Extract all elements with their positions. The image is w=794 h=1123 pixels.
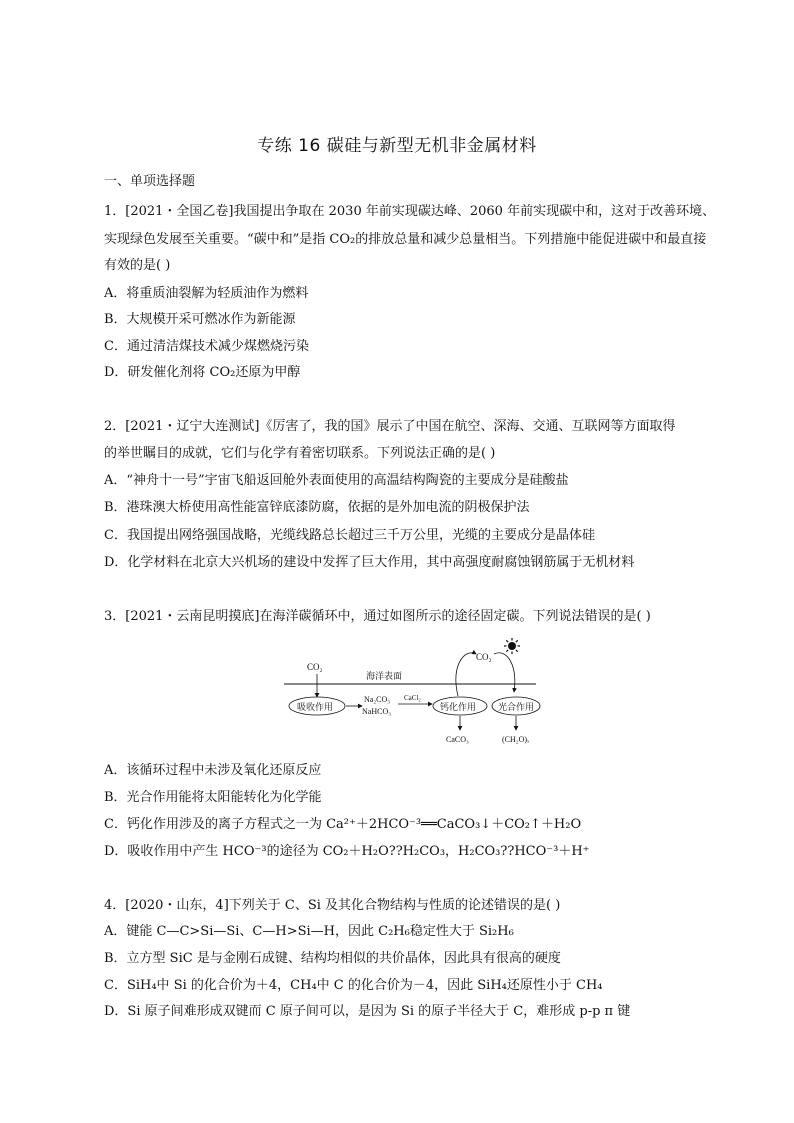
calcify-label: 钙化作用	[440, 702, 477, 712]
sea-surface-label: 海洋表面	[366, 671, 403, 681]
photosynthesis-label: 光合作用	[498, 702, 535, 712]
na2co3-label: Na₂CO₃	[364, 695, 391, 704]
question-3-line-1: 3．[2021・云南昆明摸底]在海洋碳循环中，通过如图所示的途径固定碳。下列说法错误的是( )	[104, 609, 651, 624]
question-1-option-c: C．通过清洁煤技术减少煤燃烧污染	[104, 339, 309, 354]
question-2-line-2: 的举世瞩目的成就，它们与化学有着密切联系。下列说法正确的是( )	[104, 446, 496, 461]
question-1-line-1: 1．[2021・全国乙卷]我国提出争取在 2030 年前实现碳达峰、2060 年前实现碳中和，这对于改善环境、	[104, 204, 716, 219]
question-1-option-b: B．大规模开采可燃冰作为新能源	[104, 312, 296, 327]
cacl2-label: CaCl₂	[404, 694, 421, 702]
ch2o-label: (CH₂O)ₓ	[502, 735, 530, 744]
question-2-option-c: C．我国提出网络强国战略，光缆线路总长超过三千万公里，光缆的主要成分是晶体硅	[104, 528, 595, 543]
question-4-option-b: B．立方型 SiC 是与金刚石成键、结构均相似的共价晶体，因此具有很高的硬度	[104, 951, 561, 966]
absorb-label: 吸收作用	[297, 702, 334, 712]
sun-icon	[504, 638, 520, 654]
question-1-option-d: D．研发催化剂将 CO₂还原为甲醇	[104, 365, 301, 380]
question-4-option-c: C．SiH₄中 Si 的化合价为＋4，CH₄中 C 的化合价为－4，因此 SiH₄还原性小于 CH₄	[104, 978, 603, 993]
question-2-option-d: D．化学材料在北京大兴机场的建设中发挥了巨大作用，其中高强度耐腐蚀钢筋属于无机材料	[104, 555, 635, 570]
question-4-option-a: A．键能 C—C>Si—Si、C—H>Si—H，因此 C₂H₆稳定性大于 Si₂H₆	[104, 924, 514, 939]
co2-top-label: CO₂	[307, 662, 323, 672]
caco3-label: CaCO₃	[446, 735, 469, 744]
question-2-line-1: 2．[2021・辽宁大连测试]《厉害了，我的国》展示了中国在航空、深海、交通、互联网等方面取得	[104, 419, 676, 434]
question-1-line-2: 实现绿色发展至关重要。“碳中和”是指 CO₂的排放总量和减少总量相当。下列措施中能促进碳中和最直接	[104, 232, 707, 247]
page-title: 专练 16 碳硅与新型无机非金属材料	[257, 136, 537, 156]
question-2-option-b: B．港珠澳大桥使用高性能富锌底漆防腐，依据的是外加电流的阴极保护法	[104, 500, 530, 515]
question-3-option-a: A．该循环过程中未涉及氧化还原反应	[104, 763, 322, 778]
question-4-option-d: D．Si 原子间难形成双键而 C 原子间可以，是因为 Si 的原子半径大于 C，难形成 p-p π 键	[104, 1004, 631, 1019]
co2-cycle-label: CO₂	[476, 652, 492, 662]
question-3-option-d: D．吸收作用中产生 HCO⁻³的途径为 CO₂＋H₂O??H₂CO₃，H₂CO₃??HCO⁻³＋H⁺	[104, 844, 590, 859]
nahco3-label: NaHCO₃	[362, 707, 392, 716]
question-1-line-3: 有效的是( )	[104, 258, 171, 273]
question-3-option-b: B．光合作用能将太阳能转化为化学能	[104, 790, 322, 805]
section-heading: 一、单项选择题	[104, 174, 196, 189]
ocean-carbon-cycle-diagram	[280, 634, 542, 752]
question-2-option-a: A．“神舟十一号”宇宙飞船返回舱外表面使用的高温结构陶瓷的主要成分是硅酸盐	[104, 473, 569, 488]
question-4-line-1: 4．[2020・山东，4]下列关于 C、Si 及其化合物结构与性质的论述错误的是( )	[104, 898, 561, 913]
question-3-option-c: C．钙化作用涉及的离子方程式之一为 Ca²⁺＋2HCO⁻³══CaCO₃↓＋CO₂↑＋H₂O	[104, 817, 582, 832]
question-1-option-a: A．将重质油裂解为轻质油作为燃料	[104, 286, 309, 301]
